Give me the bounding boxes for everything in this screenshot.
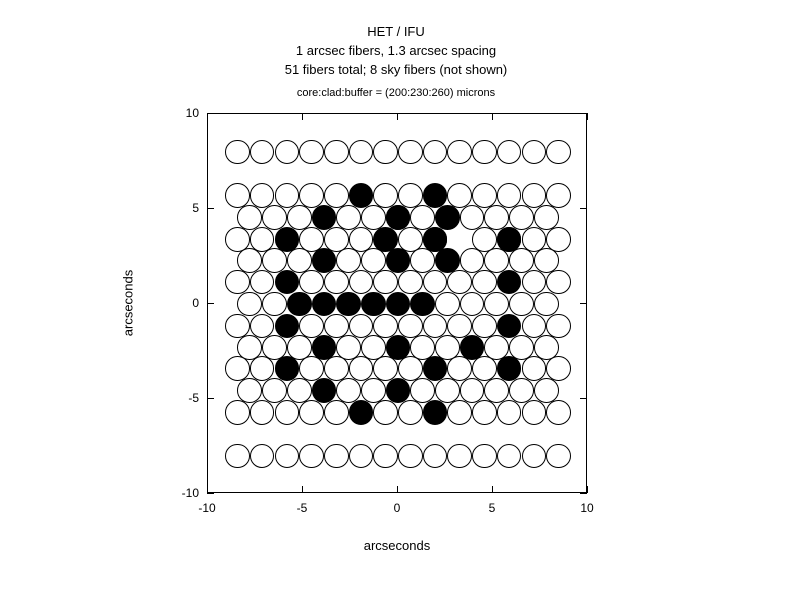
fiber-filled — [275, 227, 300, 252]
fiber-open — [423, 444, 448, 469]
fiber-open — [546, 444, 571, 469]
fiber-open — [546, 270, 571, 295]
fiber-open — [262, 292, 287, 317]
fiber-filled — [312, 378, 337, 403]
fiber-open — [534, 205, 559, 230]
fiber-open — [237, 248, 262, 273]
fiber-open — [534, 378, 559, 403]
fiber-open — [324, 140, 349, 165]
y-tick — [580, 208, 587, 209]
fiber-open — [460, 205, 485, 230]
fiber-filled — [312, 248, 337, 273]
fiber-filled — [423, 400, 448, 425]
fiber-open — [398, 444, 423, 469]
fiber-filled — [386, 292, 411, 317]
fiber-open — [237, 292, 262, 317]
plot-area — [207, 113, 587, 493]
fiber-open — [509, 248, 534, 273]
fiber-open — [324, 270, 349, 295]
fiber-open — [447, 400, 472, 425]
fiber-filled — [349, 183, 374, 208]
fiber-open — [546, 140, 571, 165]
fiber-filled — [435, 205, 460, 230]
fiber-filled — [423, 356, 448, 381]
fiber-open — [250, 356, 275, 381]
fiber-open — [287, 378, 312, 403]
fiber-open — [225, 444, 250, 469]
fiber-layer — [208, 114, 586, 492]
y-tick — [580, 493, 587, 494]
y-tick-label: 0 — [192, 296, 199, 310]
fiber-open — [373, 444, 398, 469]
chart-title-block — [0, 22, 792, 103]
fiber-open — [324, 356, 349, 381]
fiber-open — [299, 356, 324, 381]
fiber-filled — [312, 335, 337, 360]
fiber-open — [299, 183, 324, 208]
fiber-open — [336, 378, 361, 403]
y-tick-label: 10 — [185, 106, 199, 120]
fiber-open — [398, 270, 423, 295]
y-tick — [207, 208, 214, 209]
fiber-filled — [386, 248, 411, 273]
fiber-open — [546, 400, 571, 425]
fiber-open — [484, 292, 509, 317]
x-tick-label: 10 — [580, 501, 594, 515]
fiber-open — [262, 378, 287, 403]
fiber-open — [299, 400, 324, 425]
title-line-1: HET / IFU — [367, 24, 425, 39]
y-tick-label: -10 — [181, 486, 199, 500]
fiber-open — [275, 183, 300, 208]
fiber-open — [250, 400, 275, 425]
fiber-open — [546, 183, 571, 208]
fiber-open — [423, 270, 448, 295]
fiber-filled — [386, 205, 411, 230]
fiber-open — [509, 205, 534, 230]
fiber-open — [435, 292, 460, 317]
fiber-open — [324, 444, 349, 469]
fiber-open — [336, 248, 361, 273]
fiber-open — [250, 444, 275, 469]
fiber-open — [237, 205, 262, 230]
fiber-filled — [497, 270, 522, 295]
fiber-filled — [497, 227, 522, 252]
fiber-open — [460, 248, 485, 273]
fiber-open — [398, 140, 423, 165]
fiber-open — [472, 400, 497, 425]
x-tick — [302, 113, 303, 120]
fiber-open — [373, 356, 398, 381]
fiber-open — [373, 140, 398, 165]
fiber-open — [410, 378, 435, 403]
fiber-open — [398, 400, 423, 425]
y-tick — [207, 493, 214, 494]
fiber-open — [472, 270, 497, 295]
fiber-filled — [336, 292, 361, 317]
fiber-open — [472, 444, 497, 469]
fiber-open — [522, 140, 547, 165]
fiber-open — [447, 444, 472, 469]
fiber-open — [361, 205, 386, 230]
fiber-open — [410, 205, 435, 230]
fiber-filled — [287, 292, 312, 317]
fiber-open — [460, 378, 485, 403]
fiber-open — [497, 140, 522, 165]
y-tick — [580, 303, 587, 304]
x-tick-label: 0 — [393, 501, 401, 515]
fiber-open — [522, 183, 547, 208]
fiber-open — [225, 270, 250, 295]
fiber-open — [546, 356, 571, 381]
fiber-open — [299, 140, 324, 165]
fiber-open — [423, 140, 448, 165]
fiber-open — [225, 400, 250, 425]
fiber-open — [534, 292, 559, 317]
fiber-open — [497, 400, 522, 425]
fiber-open — [460, 292, 485, 317]
x-tick — [397, 113, 398, 120]
fiber-open — [349, 356, 374, 381]
y-axis-title: arcseconds — [120, 269, 136, 337]
fiber-open — [250, 270, 275, 295]
y-tick — [580, 113, 587, 114]
fiber-open — [447, 270, 472, 295]
y-tick-label: -5 — [188, 391, 199, 405]
title-line-2: 1 arcsec fibers, 1.3 arcsec spacing — [295, 43, 497, 58]
fiber-filled — [275, 314, 300, 339]
fiber-open — [299, 444, 324, 469]
fiber-open — [435, 378, 460, 403]
fiber-open — [522, 270, 547, 295]
fiber-open — [349, 270, 374, 295]
fiber-open — [373, 400, 398, 425]
y-tick — [207, 303, 214, 304]
fiber-open — [497, 444, 522, 469]
x-tick — [492, 113, 493, 120]
fiber-open — [275, 140, 300, 165]
fiber-open — [522, 356, 547, 381]
chart-subtitle: core:clad:buffer = (200:230:260) microns — [296, 87, 496, 99]
y-tick — [207, 398, 214, 399]
fiber-filled — [312, 205, 337, 230]
fiber-open — [324, 400, 349, 425]
x-axis-title: arcseconds — [363, 538, 431, 553]
fiber-open — [522, 400, 547, 425]
fiber-open — [287, 248, 312, 273]
fiber-open — [522, 444, 547, 469]
fiber-open — [262, 205, 287, 230]
fiber-open — [484, 378, 509, 403]
fiber-filled — [349, 400, 374, 425]
x-tick — [207, 486, 208, 493]
x-tick — [587, 486, 588, 493]
fiber-open — [299, 270, 324, 295]
fiber-open — [447, 356, 472, 381]
fiber-open — [484, 205, 509, 230]
fiber-filled — [275, 270, 300, 295]
fiber-open — [534, 248, 559, 273]
fiber-filled — [312, 292, 337, 317]
fiber-filled — [386, 378, 411, 403]
fiber-filled — [275, 356, 300, 381]
fiber-open — [361, 378, 386, 403]
x-tick — [587, 113, 588, 120]
fiber-filled — [386, 335, 411, 360]
fiber-filled — [361, 292, 386, 317]
y-tick — [580, 398, 587, 399]
x-tick-label: -5 — [296, 501, 308, 515]
fiber-open — [225, 140, 250, 165]
x-tick — [492, 486, 493, 493]
fiber-open — [447, 140, 472, 165]
title-line-3: 51 fibers total; 8 sky fibers (not shown) — [284, 62, 508, 77]
x-tick — [397, 486, 398, 493]
fiber-open — [509, 292, 534, 317]
fiber-open — [349, 444, 374, 469]
x-tick — [302, 486, 303, 493]
x-tick-label: -10 — [198, 501, 216, 515]
fiber-open — [287, 205, 312, 230]
fiber-open — [237, 378, 262, 403]
x-tick-label: 5 — [488, 501, 496, 515]
fiber-open — [472, 140, 497, 165]
fiber-open — [275, 400, 300, 425]
fiber-filled — [435, 248, 460, 273]
fiber-filled — [497, 356, 522, 381]
fiber-open — [373, 270, 398, 295]
fiber-open — [250, 140, 275, 165]
fiber-open — [336, 205, 361, 230]
fiber-open — [275, 444, 300, 469]
x-tick — [207, 113, 208, 120]
y-tick-label: 5 — [192, 201, 199, 215]
fiber-open — [509, 378, 534, 403]
fiber-filled — [410, 292, 435, 317]
fiber-open — [349, 140, 374, 165]
y-tick — [207, 113, 214, 114]
